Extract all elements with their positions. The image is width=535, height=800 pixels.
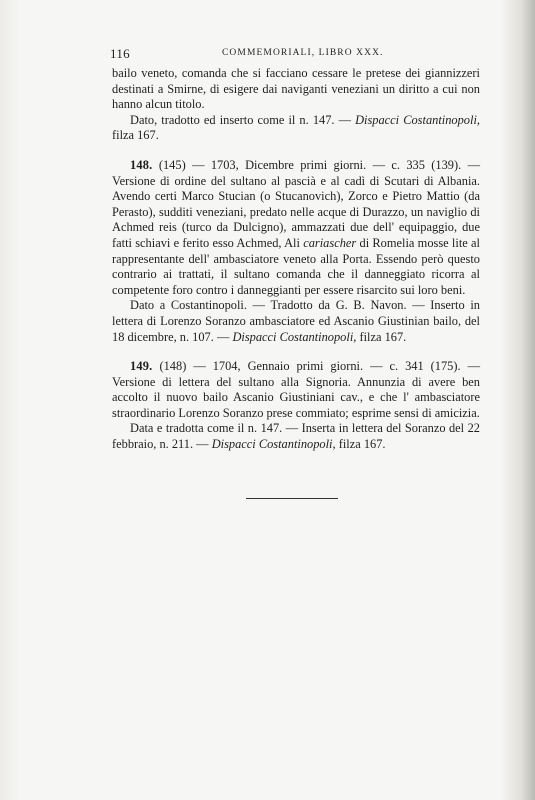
entry-149-note [112,421,480,452]
entry-149-note-tail: filza 167. [335,437,386,452]
entry-148-number: 148. [130,157,153,172]
entry-148-italic-term: cariascher [303,235,357,250]
entry-149-number: 149. [130,359,153,374]
entry-149-note-source: Dispacci Costantinopoli, [211,437,336,452]
entry-148 [112,158,480,298]
section-end-rule [246,498,338,499]
continuation-note-text: Dato, tradotto ed inserto come il n. 147. — [130,112,356,127]
entry-149-text: (148) — 1704, Gennaio primi giorni. — c. 341 (175). — Versione di lettera del sultano alla Signoria. Annunzia di avere ben accolto il nuovo bailo Ascanio Giustiniani cav., e che l' ambasciatore straordinario Lorenzo Soranzo prese commiato; esprime sensi di amicizia. [112,359,480,420]
entry-148-note-source: Dispacci Costantinopoli, [232,329,357,344]
running-head: COMMEMORIALI, LIBRO XXX. [222,48,384,58]
entry-148-note [112,298,480,345]
entry-148-text-a: (145) — 1703, Dicembre primi giorni. — c. 335 (139). — Versione di ordine del sultano al pascià e al cadì di Scutari di Albania. Avendo certi Marco Stucian (o Stucanovich), Zorco e Pietro Mattio (da Perasto), sudditi veneziani, predato nelle acque di Durazzo, un naviglio di Achmed reis (turco da Dulcigno), ammazzati due dell' equipaggio, due fatti schiavi e ferito esso Achmed, Ali [112,157,480,250]
page-number: 116 [110,46,130,61]
entry-148-note-tail: filza 167. [356,329,407,344]
entry-149-note-text: Data e tradotta come il n. 147. — Inserta in lettera del Soranzo del 22 febbraio, n. 211. — [112,421,480,452]
continuation-paragraph: bailo veneto, comanda che si facciano cessare le pretese dei giannizzeri destinati a Smirne, di esigere dai naviganti veneziani un diritto a cui non hanno alcun titolo. [112,66,480,112]
entry-149 [112,359,480,421]
page-header [110,46,482,62]
entry-148-note-text: Dato a Costantinopoli. — Tradotto da G. B. Navon. — Inserto in lettera di Lorenzo Soranzo ambasciatore ed Ascanio Giustinian bailo, del 18 dicembre, n. 107. — [112,298,480,344]
body-text [112,66,480,453]
page-edge-shadow [521,0,535,800]
continuation-note-tail: filza 167. [112,128,159,143]
continuation-note [112,113,480,144]
continuation-note-source: Dispacci Costantinopoli, [355,112,480,127]
entry-148-text-b: di Romelia mosse lite al rappresentante dell' ambasciatore veneto alla Porta. Essendo però questo contrario ai trattati, il sultano comanda che il danneggiato ricorra al competente foro contro i danneggianti per essere risarcito sui loro beni. [112,235,480,297]
